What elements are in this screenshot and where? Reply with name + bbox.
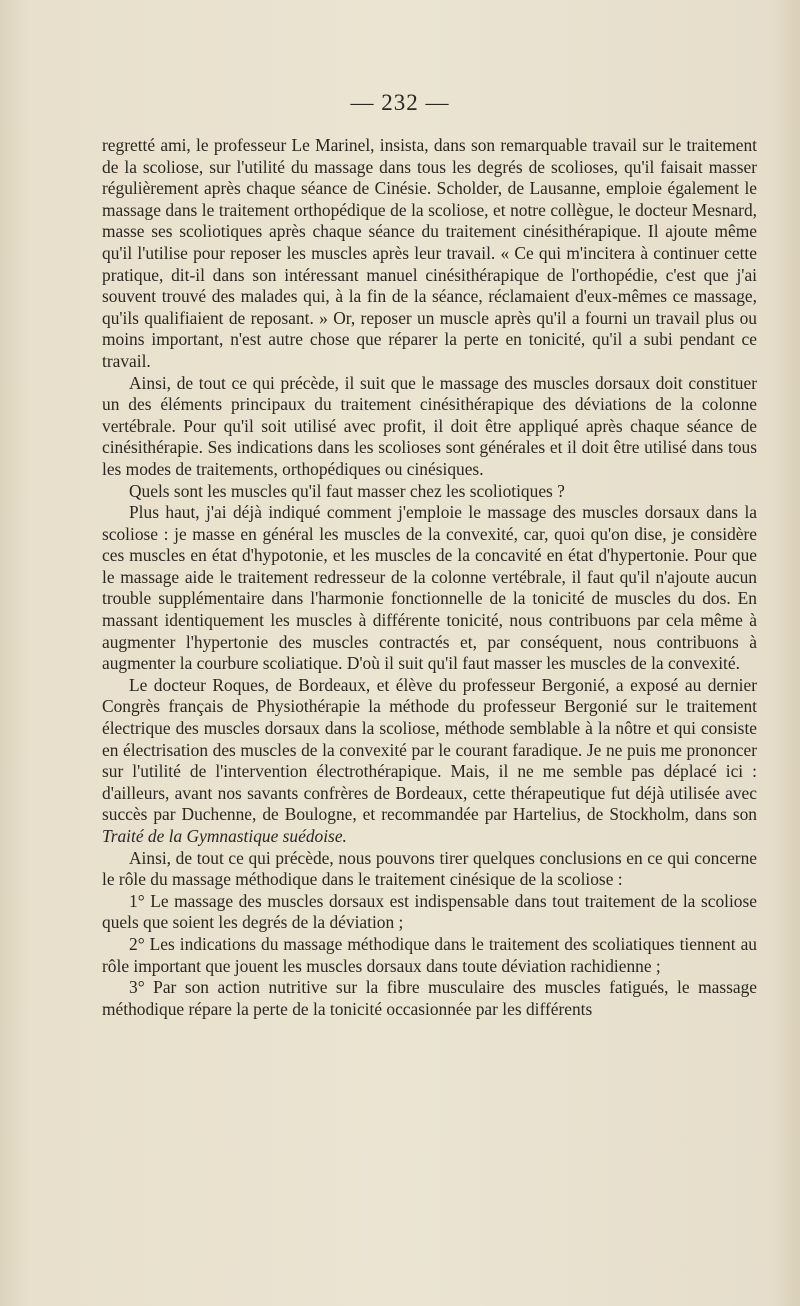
page-number: — 232 — [350,90,450,115]
paragraph-4: Plus haut, j'ai déjà indiqué comment j'emploie le massage des muscles dorsaux dans la scoliose : je masse en général les muscles de la convexité, car, quoi qu'on dise, je considère ces muscles en état d'hypotonie, et les muscles de la concavité en état d'hypertonie. Pour que le massage aide le traitement redresseur de la colonne vertébrale, il faut qu'il n'ajoute aucun trouble supplémentaire dans l'harmonie fonctionnelle de la tonicité de muscles du dos. En massant identiquement les muscles à différente tonicité, nous contribuons par cela même à augmenter l'hypertonie des muscles contractés et, par conséquent, nous contribuons à augmenter la courbure scoliatique. D'où il suit qu'il faut masser les muscles de la convexité. [102,502,757,674]
paragraph-7: 1° Le massage des muscles dorsaux est indispensable dans tout traitement de la scoliose quels que soient les degrés de la déviation ; [102,890,757,933]
paragraph-8: 2° Les indications du massage méthodique dans le traitement des scoliatiques tiennent au rôle important que jouent les muscles dorsaux dans toute déviation rachidienne ; [102,933,757,976]
paragraph-2: Ainsi, de tout ce qui précède, il suit que le massage des muscles dorsaux doit constituer un des éléments principaux du traitement cinésithérapique des déviations de la colonne vertébrale. Pour qu'il soit utilisé avec profit, il doit être appliqué après chaque séance de cinésithérapie. Ses indications dans les scolioses sont générales et il doit être utilisé dans tous les modes de traitements, orthopédiques ou cinésiques. [102,372,757,479]
body-text [102,135,757,1020]
paragraph-1: regretté ami, le professeur Le Marinel, insista, dans son remarquable travail sur le traitement de la scoliose, sur l'utilité du massage dans tous les degrés de scolioses, qu'il faisait masser régulièrement après chaque séance de Cinésie. Scholder, de Lausanne, emploie également le massage dans le traitement orthopédique de la scoliose, et notre collègue, le docteur Mesnard, masse ses scoliotiques après chaque séance du traitement cinésithérapique. Il ajoute même qu'il l'utilise pour reposer les muscles après leur travail. « Ce qui m'incitera à continuer cette pratique, dit-il dans son intéressant manuel cinésithérapique de l'orthopédie, c'est que j'ai souvent trouvé des malades qui, à la fin de la séance, réclamaient d'eux-mêmes ce massage, qu'ils qualifiaient de reposant. » Or, reposer un muscle après qu'il a fourni un travail plus ou moins important, n'est autre chose que réparer la perte en tonicité, qu'il a subi pendant ce travail. [102,135,757,371]
paragraph-5 [102,675,757,848]
book-title-italic: Traité de la Gymnastique suédoise. [102,826,347,846]
paragraph-5-text: Le docteur Roques, de Bordeaux, et élève du professeur Bergonié, a exposé au dernier Congrès français de Physiothérapie la méthode du professeur Bergonié sur le traitement électrique des muscles dorsaux dans la scoliose, méthode semblable à la nôtre et qui consiste en électrisation des muscles de la convexité par le courant faradique. Je ne puis me prononcer sur l'utilité de l'intervention électrothérapique. Mais, il ne me semble pas déplacé ici : d'ailleurs, avant nos savants confrères de Bordeaux, cette thérapeutique fut déjà utilisée avec succès par Duchenne, de Boulogne, et recommandée par Hartelius, de Stockholm, dans son [102,674,757,825]
paragraph-3: Quels sont les muscles qu'il faut masser chez les scoliotiques ? [129,480,565,501]
paragraph-9: 3° Par son action nutritive sur la fibre musculaire des muscles fatigués, le massage méthodique répare la perte de la tonicité occasionnée par les différents [102,977,757,1019]
paragraph-6: Ainsi, de tout ce qui précède, nous pouvons tirer quelques conclusions en ce qui concerne le rôle du massage méthodique dans le traitement cinésique de la scoliose : [102,847,757,890]
